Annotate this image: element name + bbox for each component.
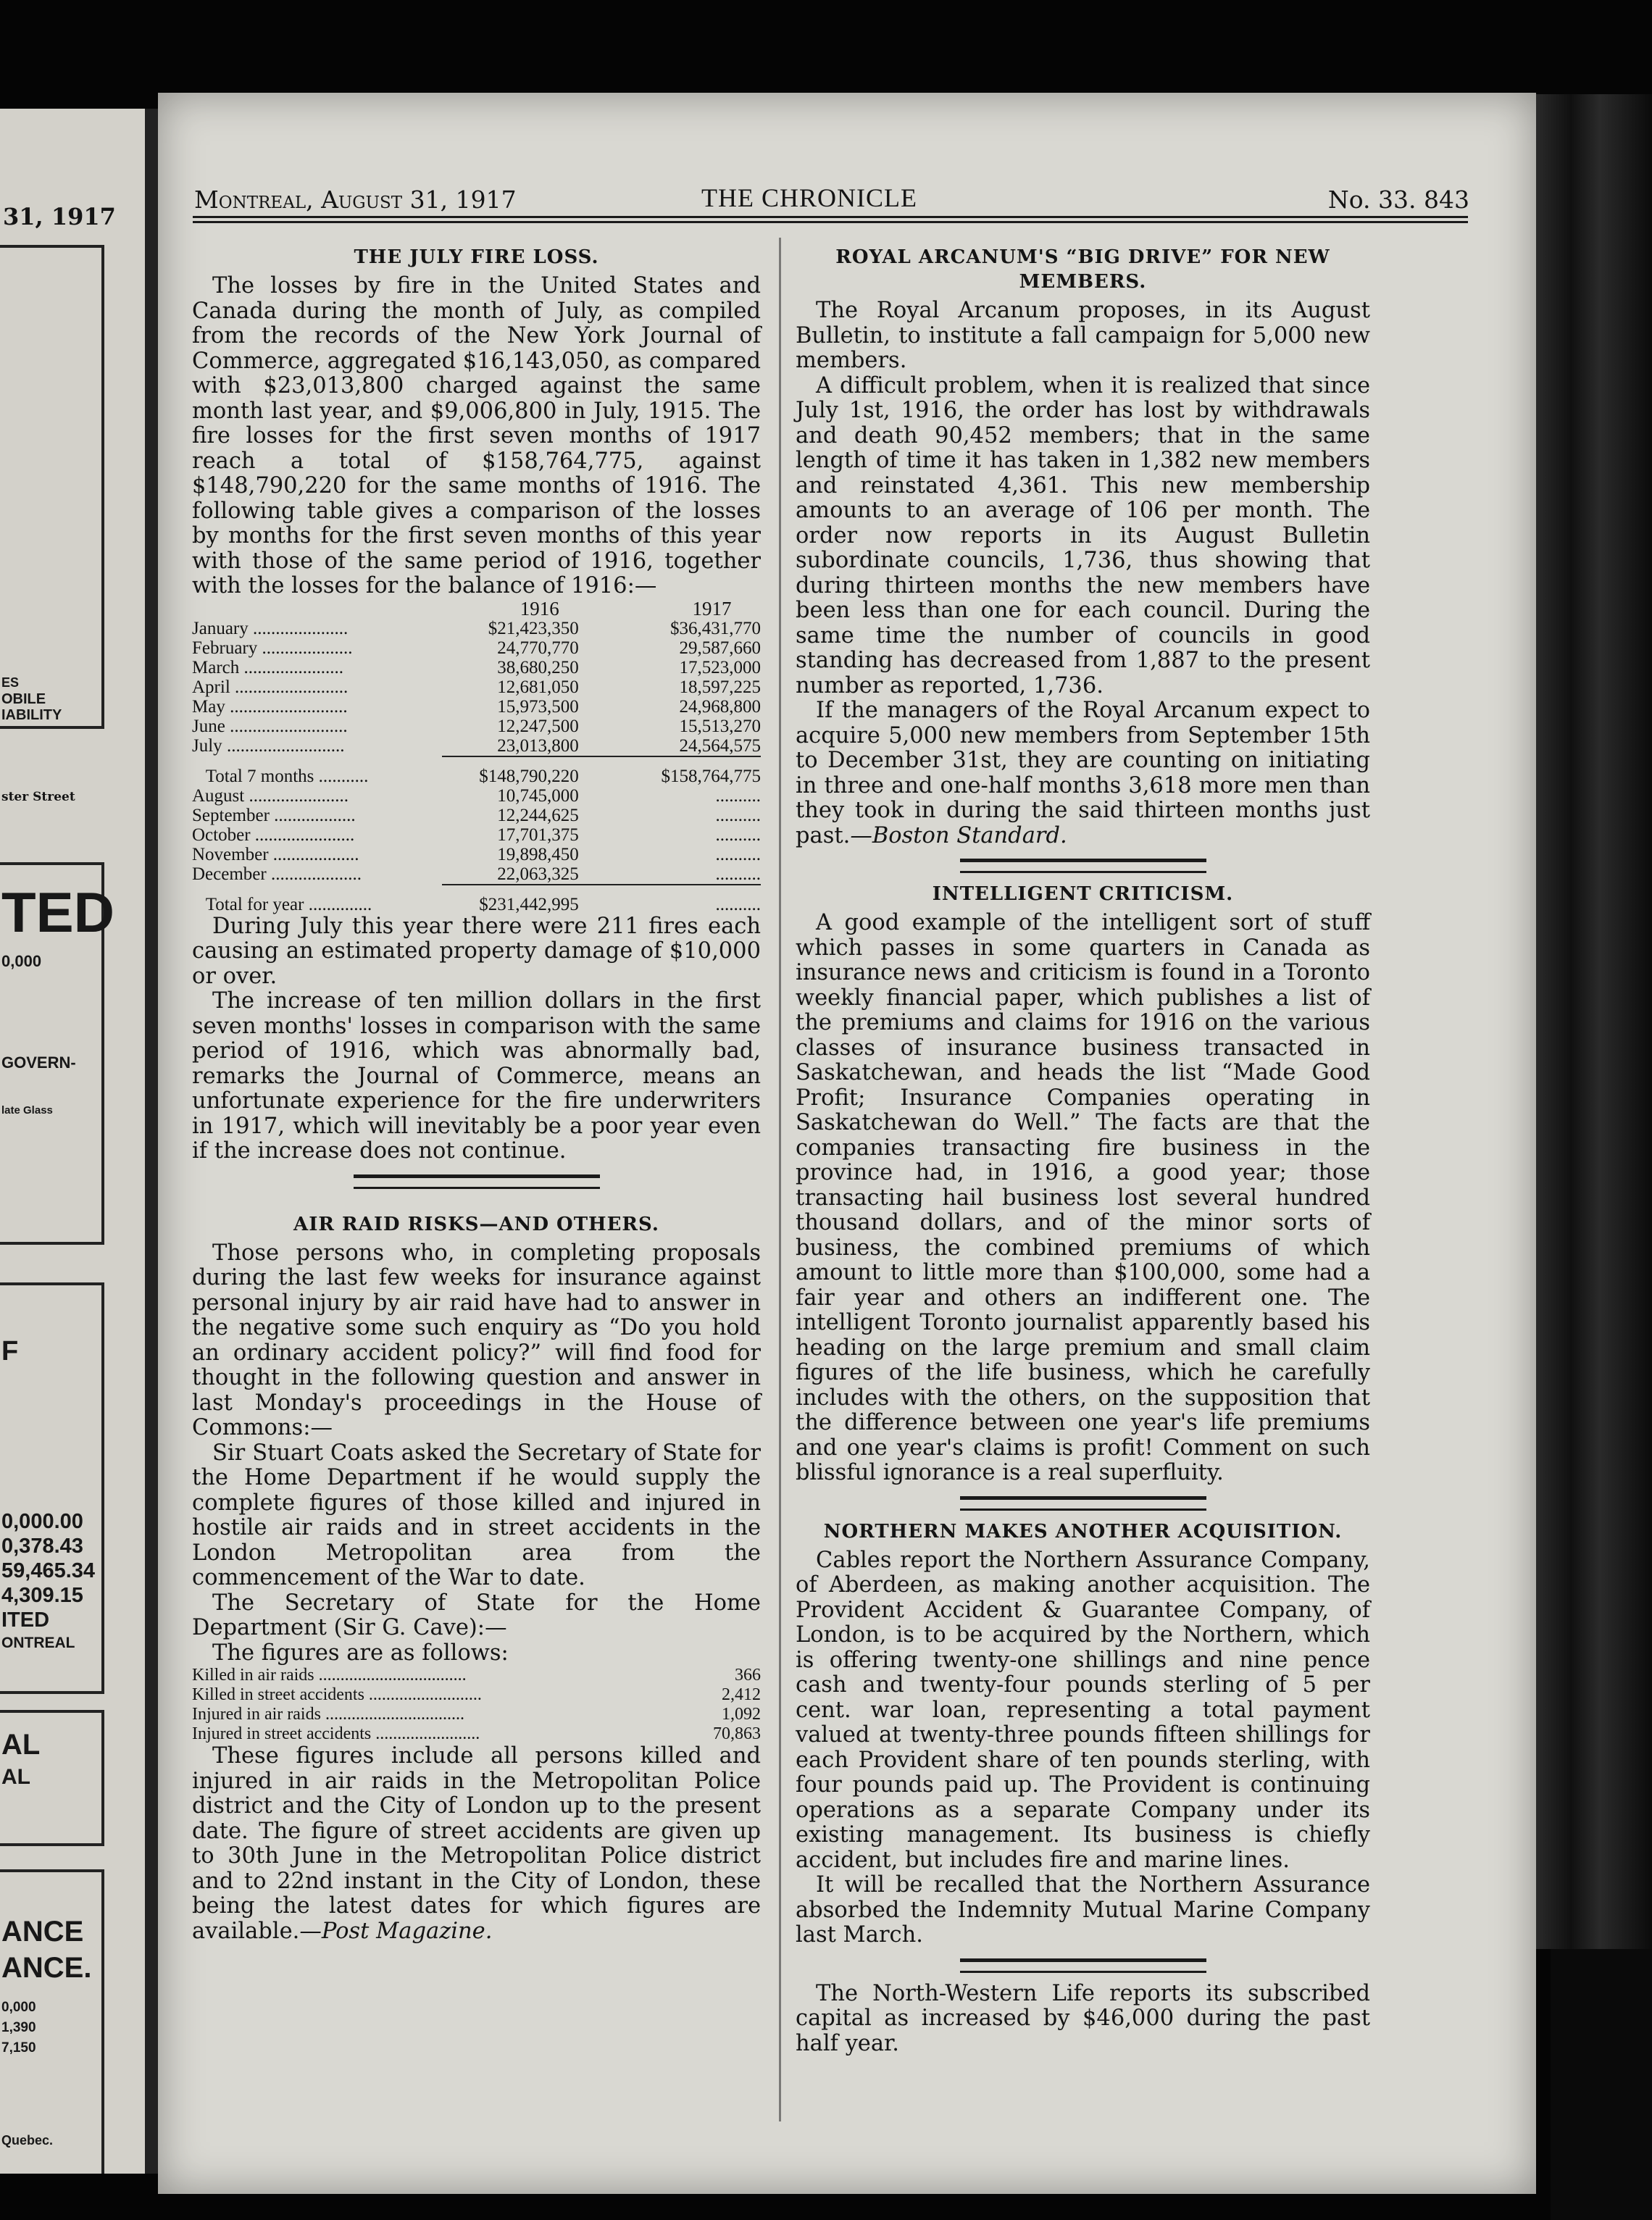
section-divider	[960, 1958, 1206, 1973]
book-binding-edge	[1536, 94, 1652, 1949]
ad-fragment: TED	[1, 880, 114, 944]
ad-fragment: 4,309.15	[1, 1584, 83, 1607]
ad-fragment: 1,390	[1, 2020, 36, 2035]
book-binding-edge-lower	[1551, 1949, 1652, 2220]
article-headline: NORTHERN MAKES ANOTHER ACQUISITION.	[823, 1520, 1343, 1543]
article-text: These figures include all persons killed and injured in air raids in the Metropolitan Police district and the City of London up to the present date. The figure of street accidents are given up to 30th June in the Metropolitan Police district and to 22nd instant in the City of London, these being the latest dates for which figures are available.	[192, 1743, 761, 1944]
table-cell: ..........	[715, 825, 761, 845]
table-cell: 29,587,660	[679, 638, 761, 658]
table-row: Injured in street accidents ........................ 70,863	[192, 1724, 761, 1743]
table-cell: 19,898,450	[497, 844, 579, 864]
article-paragraph: Cables report the Northern Assurance Company, of Aberdeen, as making another acquisition. The Provident Accident & Guarantee Company, of London, is to be acquired by the Northern, which is offering twenty-one shillings and nine pence cash and twenty-four pounds sterling of 5 per cent. war loan, representing a total payment valued at twenty-three pounds fifteen shillings for each Provident share of ten pounds sterling, with four pounds paid up. The Provident is continuing operations as a separate Company under its existing management. Its business is chiefly accident, but includes fire and marine lines.	[796, 1547, 1370, 1873]
facing-ad-box-5	[0, 1869, 104, 2174]
article-paragraph: The figures are as follows:	[212, 1640, 509, 1666]
table-cell: 15,973,500	[497, 696, 579, 717]
table-cell: $36,431,770	[670, 618, 761, 638]
article-headline: THE JULY FIRE LOSS.	[354, 246, 599, 268]
article-paragraph: The losses by fire in the United States and Canada during the month of July, as compiled from the records of the New York Journal of Commerce, aggregated $16,143,050, as compared with $23,013,800 charged against the same month last year, and $9,006,800 in July, 1915. The fire losses for the first seven months of 1917 reach a total of $158,764,775, against $148,790,220 for the same months of 1916. The following table gives a comparison of the losses by months for the first seven months of this year with those of the same period of 1916, together with the losses for the balance of 1916:—	[192, 273, 761, 598]
ad-fragment: ONTREAL	[1, 1635, 75, 1651]
table-total-row: Total for year .............. $231,442,995 ..........	[205, 894, 761, 914]
table-cell: 24,770,770	[497, 638, 579, 658]
table-cell: 2,412	[722, 1685, 761, 1704]
article-paragraph: A good example of the intelligent sort of stuff which passes in some quarters in Canada as insurance news and criticism is found in a Toronto weekly financial paper, which publishes a list of the premiums and claims for 1916 on the various classes of insurance business transacted in Saskatchewan, and heads the list “Made Good Profit; Insurance Companies operating in Saskatchewan do Well.” The facts are that the companies transacting fire business in the province had, in 1916, a good year; those transacting hail business lost several hundred thousand dollars, and of the minor sorts of business, the combined premiums of which amount to little more than $100,000, some had a fair year and others an indifferent one. The intelligent Toronto journalist apparently based his heading on the large premium and small claim figures of the life business, which he carefully includes with the others, on the supposition that the difference between one year's life premiums and one year's claims is profit! Comment on such blissful ignorance is a real superfluity.	[796, 910, 1370, 1485]
fire-loss-table	[192, 599, 761, 914]
publication-title: THE CHRONICLE	[701, 183, 917, 212]
table-cell: 1,092	[722, 1705, 761, 1724]
ad-fragment: ster Street	[1, 790, 75, 804]
ad-fragment: ITED	[1, 1608, 50, 1632]
article-source: —Post Magazine.	[299, 1918, 493, 1944]
article-headline: AIR RAID RISKS—AND OTHERS.	[293, 1213, 659, 1235]
newspaper-page	[158, 93, 1536, 2194]
table-row: February .................... 24,770,770 29,587,660	[192, 638, 761, 658]
ad-fragment: 59,465.34	[1, 1559, 96, 1582]
table-cell: 12,244,625	[497, 805, 579, 825]
column-divider	[779, 238, 781, 2121]
facing-page-date: 31, 1917	[3, 203, 116, 230]
article-paragraph: The North-Western Life reports its subscribed capital as increased by $46,000 during the past half year.	[796, 1980, 1370, 2056]
table-cell: March	[192, 657, 240, 677]
ad-fragment: OBILE	[1, 691, 46, 707]
facing-ad-box-3	[0, 1282, 104, 1694]
table-row: Killed in street accidents .......................... 2,412	[192, 1685, 761, 1704]
facing-page	[0, 109, 145, 2174]
table-row: March ...................... 38,680,250 17,523,000	[192, 657, 761, 677]
left-column	[192, 243, 761, 1944]
ad-fragment: late Glass	[1, 1104, 53, 1117]
article-paragraph: The Royal Arcanum proposes, in its August Bulletin, to institute a fall campaign for 5,000 new members.	[796, 298, 1370, 373]
table-cell: October	[192, 825, 251, 845]
table-row: October ...................... 17,701,375 ..........	[192, 825, 761, 845]
article-paragraph	[192, 1744, 761, 1944]
ad-fragment: 0,000.00	[1, 1510, 83, 1533]
article-headline: INTELLIGENT CRITICISM.	[932, 883, 1234, 905]
table-cell: November	[192, 844, 269, 864]
table-row: Killed in air raids .................................. 366	[192, 1666, 761, 1685]
table-cell: 70,863	[713, 1724, 761, 1743]
ad-fragment: GOVERN-	[1, 1053, 76, 1072]
article-headline: ROYAL ARCANUM'S “BIG DRIVE” FOR NEW MEMBERS.	[835, 246, 1330, 293]
ad-fragment: ANCE	[1, 1916, 84, 1948]
article-paragraph: The increase of ten million dollars in the first seven months' losses in comparison with the same period of 1916, which was abnormally bad, remarks the Journal of Commerce, means an unfortunate experience for the fire underwriters in 1917, which will inevitably be a poor year even if the increase does not continue.	[192, 988, 761, 1164]
ad-fragment: IABILITY	[1, 707, 62, 723]
table-row: June .......................... 12,247,500 15,513,270	[192, 716, 761, 736]
header-date: Montreal, August 31, 1917	[194, 185, 517, 214]
section-divider	[354, 1174, 600, 1189]
table-cell: 17,701,375	[497, 825, 579, 845]
table-cell: $148,790,220	[479, 766, 579, 786]
ad-fragment: Quebec.	[1, 2133, 54, 2148]
table-cell: July	[192, 736, 222, 756]
issue-page-number: No. 33. 843	[1327, 185, 1469, 214]
ad-fragment: ANCE.	[1, 1952, 92, 1984]
table-cell: 12,681,050	[497, 677, 579, 697]
table-cell: 22,063,325	[497, 864, 579, 884]
table-cell: May	[192, 696, 225, 717]
ad-fragment: 0,000	[1, 2000, 36, 2015]
table-cell: Killed in street accidents	[192, 1685, 364, 1704]
ad-fragment: AL	[1, 1729, 41, 1761]
table-cell: December	[192, 864, 267, 884]
page-header	[194, 178, 1469, 222]
article-paragraph: It will be recalled that the Northern Assurance absorbed the Indemnity Mutual Marine Company last March.	[796, 1872, 1370, 1948]
table-cell: $21,423,350	[488, 618, 579, 638]
table-cell: January	[192, 618, 249, 638]
table-cell: Injured in street accidents	[192, 1724, 372, 1743]
facing-ad-box-4	[0, 1710, 104, 1846]
table-cell: February	[192, 638, 258, 658]
header-rule	[193, 216, 1468, 218]
table-cell: 23,013,800	[497, 735, 579, 756]
table-cell: 17,523,000	[679, 657, 761, 677]
table-column-header: 1917	[692, 597, 732, 619]
section-divider	[960, 1496, 1206, 1511]
article-source: —Boston Standard.	[850, 822, 1067, 848]
facing-ad-box-2	[0, 862, 114, 1245]
article-paragraph: Sir Stuart Coats asked the Secretary of State for the Home Department if he would supply the complete figures of those killed and injured in hostile air raids and in street accidents in the London Metropolitan area from the commencement of the War to date.	[192, 1440, 761, 1590]
ad-fragment: 0,000	[1, 952, 42, 970]
table-row: December .................... 22,063,325 ..........	[192, 864, 761, 884]
table-cell: 12,247,500	[497, 716, 579, 736]
table-row: July .......................... 23,013,800 24,564,575	[192, 735, 761, 756]
right-column	[796, 243, 1370, 2056]
table-cell: Total 7 months	[205, 766, 314, 786]
table-column-header: 1916	[520, 597, 559, 619]
table-row: April ......................... 12,681,050 18,597,225	[192, 677, 761, 697]
ad-fragment: 7,150	[1, 2040, 36, 2056]
table-cell: 15,513,270	[679, 716, 761, 736]
article-text: If the managers of the Royal Arcanum expect to acquire 5,000 new members from September 15th to December 31st, they are counting on initiating in three and one-half months 3,618 more men than they took in during the said thirteen months just past.	[796, 698, 1370, 848]
table-row: Injured in air raids ................................ 1,092	[192, 1705, 761, 1724]
article-paragraph: The Secretary of State for the Home Department (Sir G. Cave):—	[192, 1590, 761, 1640]
table-total-row: Total 7 months ........... $148,790,220 $158,764,775	[205, 766, 761, 786]
table-row: August ...................... 10,745,000 ..........	[192, 785, 761, 806]
table-cell: ..........	[715, 805, 761, 825]
table-cell: ..........	[715, 894, 761, 914]
table-cell: $231,442,995	[479, 894, 579, 914]
table-cell: 18,597,225	[679, 677, 761, 697]
table-cell: 366	[735, 1666, 761, 1685]
table-cell: April	[192, 677, 230, 697]
article-paragraph: Those persons who, in completing proposals during the last few weeks for insurance against personal injury by air raid have had to answer in the negative some such enquiry as “Do you hold an ordinary accident policy?” will find food for thought in the following question and answer in last Monday's proceedings in the House of Commons:—	[192, 1240, 761, 1440]
article-paragraph: During July this year there were 211 fires each causing an estimated property damage of $10,000 or over.	[192, 913, 761, 989]
table-cell: $158,764,775	[661, 766, 761, 786]
article-paragraph: A difficult problem, when it is realized that since July 1st, 1916, the order has lost by withdrawals and death 90,452 members; that in the same length of time it has taken in 1,382 new members and reinstated 4,361. This new membership amounts to an average of 106 per month. The order now reports in its August Bulletin subordinate councils, 1,736, thus showing that during thirteen months the new members have been less than one for each council. During the same time the number of councils in good standing has decreased from 1,887 to the present number as reported, 1,736.	[796, 372, 1370, 698]
table-cell: ..........	[715, 785, 761, 806]
ad-fragment: 0,378.43	[1, 1535, 83, 1558]
table-cell: Total for year	[205, 894, 304, 914]
book-spine	[145, 109, 159, 2174]
table-cell: Injured in air raids	[192, 1705, 321, 1724]
table-cell: August	[192, 785, 245, 806]
ad-fragment: AL	[1, 1765, 30, 1789]
table-cell: September	[192, 805, 270, 825]
table-cell: 38,680,250	[497, 657, 579, 677]
table-cell: ..........	[715, 864, 761, 884]
air-raid-figures-table	[192, 1666, 761, 1744]
table-row: November ................... 19,898,450 ..........	[192, 844, 761, 864]
section-divider	[960, 859, 1206, 873]
table-cell: Killed in air raids	[192, 1666, 314, 1685]
table-cell: June	[192, 716, 225, 736]
table-row: September .................. 12,244,625 ..........	[192, 805, 761, 825]
table-cell: 10,745,000	[497, 785, 579, 806]
table-row: January ..................... $21,423,350 $36,431,770	[192, 618, 761, 638]
ad-fragment: F	[1, 1336, 19, 1366]
table-cell: ..........	[715, 844, 761, 864]
article-paragraph	[796, 698, 1370, 848]
ad-fragment: ES	[1, 675, 20, 690]
table-row: May .......................... 15,973,500 24,968,800	[192, 696, 761, 717]
table-cell: 24,564,575	[679, 735, 761, 756]
facing-ad-box-1	[0, 245, 104, 729]
header-rule	[193, 221, 1468, 223]
table-cell: 24,968,800	[679, 696, 761, 717]
